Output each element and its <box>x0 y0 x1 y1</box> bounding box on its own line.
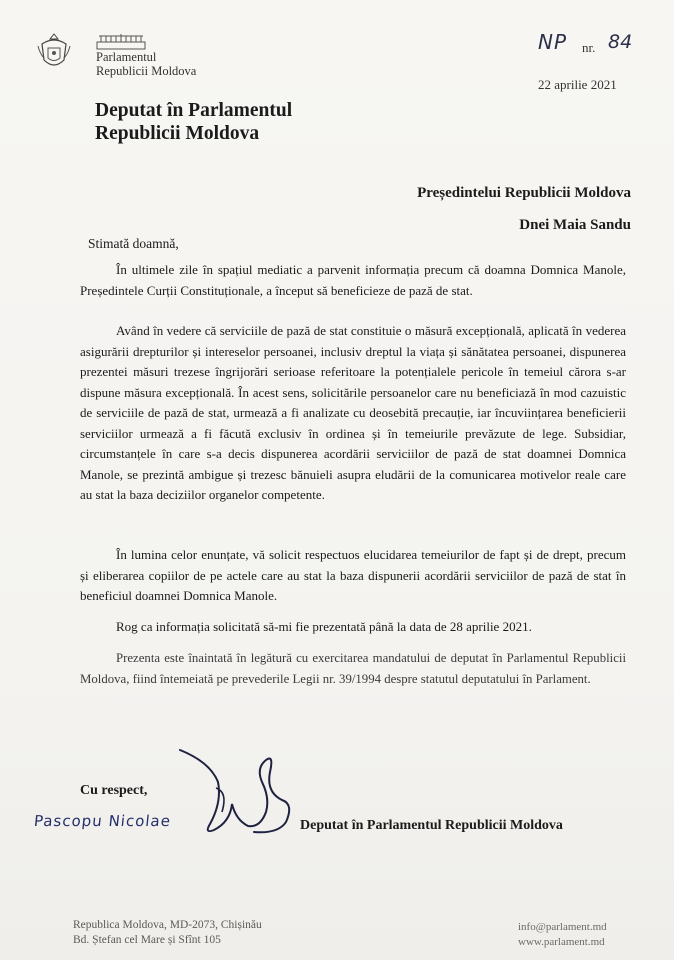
paragraph-3: În lumina celor enunțate, vă solicit respectuos elucidarea temeiurilor de fapt și de drept, precum și eliberarea copiilor de pe actele care au stat la baza dispunerii acordării serviciilor de pază de stat în beneficiul doamnei Domnica Manole. <box>80 547 626 603</box>
addressee-line-1: Președintelui Republicii Moldova <box>417 185 631 201</box>
signer-role: Deputat în Parlamentul Republicii Moldova <box>300 818 563 833</box>
institution-line-1: Parlamentul <box>96 50 157 64</box>
moldova-coat-of-arms-icon <box>36 30 72 74</box>
parliament-building-icon <box>96 32 146 50</box>
sender-title <box>95 99 292 145</box>
letter-date: 22 aprilie 2021 <box>538 77 617 92</box>
footer-website: www.parlament.md <box>518 936 605 948</box>
closing-phrase: Cu respect, <box>80 783 148 798</box>
registration-number: 84 <box>608 31 633 53</box>
footer-contact <box>518 920 607 950</box>
paragraph-5: Prezenta este înaintată în legătură cu exercitarea mandatului de deputat în Parlamentul Republicii Moldova, fiind întemeiată pe prevederile Legii nr. 39/1994 despre statutul deputatului în Parlament. <box>80 651 626 686</box>
registration-label: nr. <box>582 40 596 55</box>
addressee <box>417 177 631 241</box>
institution-name <box>96 50 196 78</box>
sender-title-line-2: Republicii Moldova <box>95 123 260 144</box>
footer-address-line-1: Republica Moldova, MD-2073, Chișinău <box>73 919 262 931</box>
salutation: Stimată doamnă, <box>88 236 179 251</box>
paragraph-2: Având în vedere că serviciile de pază de stat constituie o măsură excepțională, aplicată în vederea asigurării drepturilor și intereselor persoanei, inclusiv dreptul la viața și sănătatea persoanei, dispunerea prezentei măsuri trezese îngrijorări serioase referitoare la potențialele pericole în temeiul cărora s-ar dispune măsura excepțională. În acest sens, solicitările persoanelor care nu beneficiază în mod cazuistic de serviciile de pază de stat, urmează a fi analizate cu deosebită precauție, iar încuviințarea beneficierii serviciilor urmează a fi făcută exclusiv în ordinea și în temeiurile prevăzute de lege. Subsidiar, circumstanțele în care s-a decis dispunerea acordării serviciilor de pază de stat doamnei Domnica Manole, se prezintă ambigue și trezesc bănuieli asupra eludării de la comunicarea motivelor reale care au stat la baza deciziilor organelor competente. <box>80 323 626 502</box>
footer-address <box>73 918 262 948</box>
institution-line-2: Republicii Moldova <box>96 64 197 78</box>
paragraph-4: Rog ca informația solicitată să-mi fie prezentată până la data de 28 aprilie 2021. <box>116 619 532 634</box>
addressee-line-2: Dnei Maia Sandu <box>519 217 631 233</box>
paragraph-1: În ultimele zile în spațiul mediatic a parvenit informația precum că doamna Domnica Manole, Președintele Curții Constituționale, a început să beneficieze de pază de stat. <box>80 262 626 298</box>
registration-prefix: NP <box>538 30 568 54</box>
footer-address-line-2: Bd. Ștefan cel Mare și Sfînt 105 <box>73 934 221 946</box>
sender-title-line-1: Deputat în Parlamentul <box>95 100 293 121</box>
footer-email: info@parlament.md <box>518 921 607 933</box>
signer-handwritten-name: Pascopu Nicolae <box>33 812 172 830</box>
handwritten-signature <box>170 742 300 842</box>
